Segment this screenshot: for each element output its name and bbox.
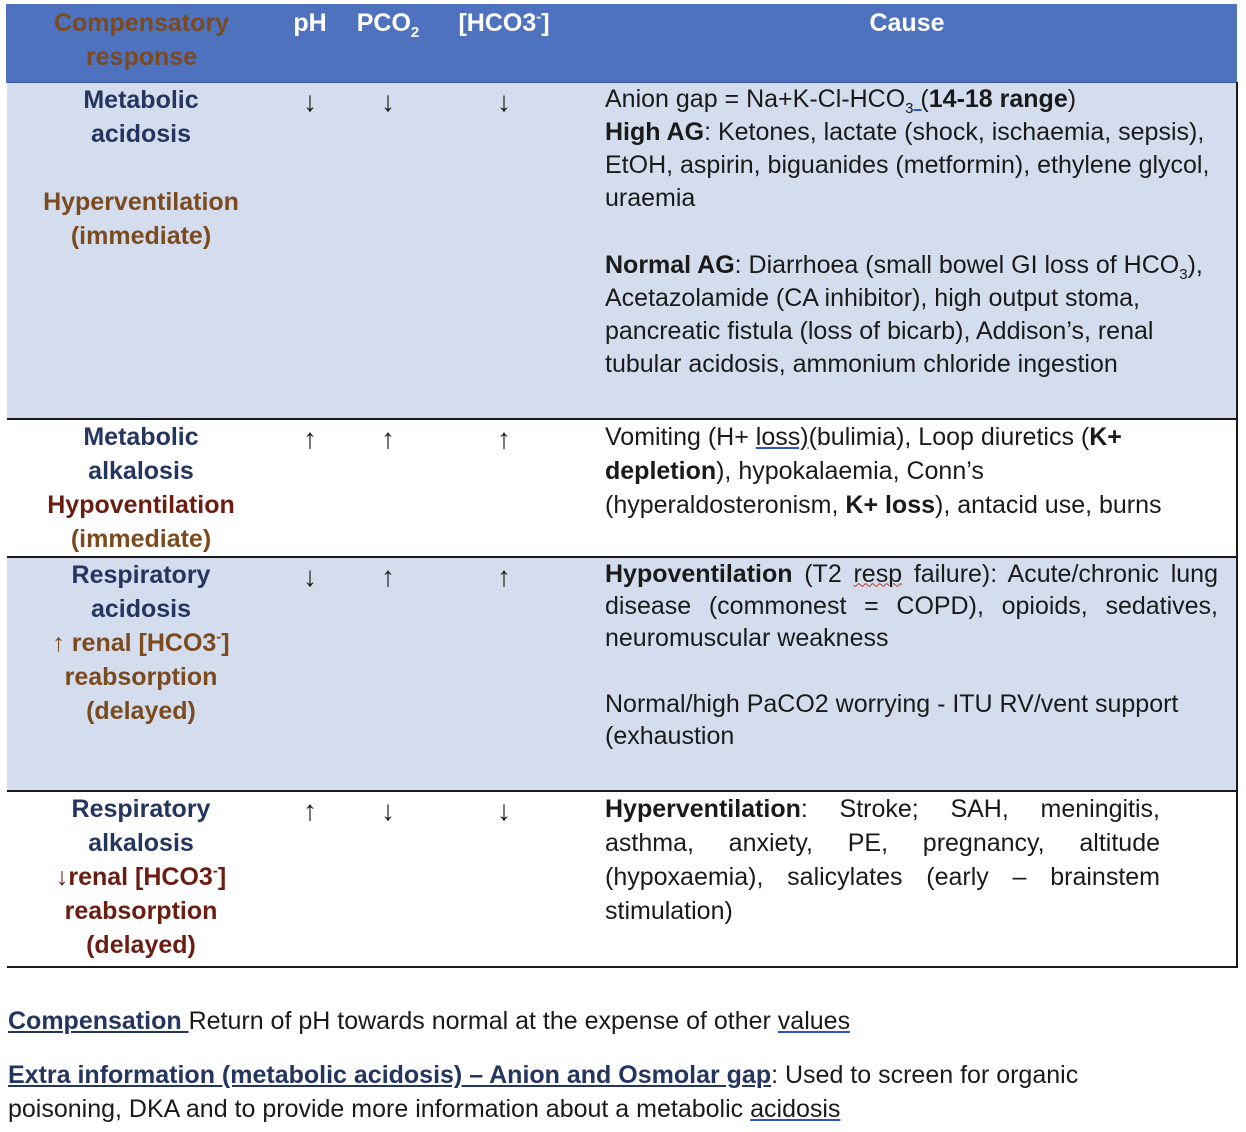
- normal-ag-causes: Normal AG: Diarrhoea (small bowel GI loss of $HCO_3$), Acetazolamide (CA inhibitor), high output stoma, pancreatic fistula (loss of bicarb), Addison’s, renal tubular acidosis, ammonium chloride ingestion: [605, 251, 1203, 378]
- table-row-metabolic-alkalosis: [7, 419, 1237, 557]
- cell-metabolic-alkalosis-name: Metabolic alkalosis Hypoventilation (immediate): [7, 419, 275, 557]
- cell-cause: [577, 557, 1237, 791]
- cell-cause: [577, 791, 1237, 967]
- high-ag-causes: High AG: Ketones, lactate (shock, ischaemia, sepsis), EtOH, aspirin, biguanides (metformin), ethylene glycol, uraemia: [605, 118, 1210, 212]
- cell-hco3: ↓: [431, 83, 577, 419]
- cell-pco2: ↑: [345, 557, 431, 791]
- cell-pco2: ↓: [345, 83, 431, 419]
- acid-base-table: [6, 4, 1238, 968]
- cell-hco3: ↑: [431, 419, 577, 557]
- extra-information: Extra information (metabolic acidosis) – Anion and Osmolar gap: Used to screen for organic poisoning, DKA and to provide more information about a metabolic acidosis: [8, 1061, 1079, 1123]
- hyperventilation-causes: Hyperventilation: Stroke; SAH, meningitis, asthma, anxiety, PE, pregnancy, altitude (hypoxaemia), salicylates (early – brainstem stimulation): [605, 794, 1160, 925]
- cell-ph: ↓: [275, 83, 345, 419]
- compensation-definition: Compensation Return of pH towards normal at the expense of other values: [8, 1007, 851, 1035]
- cell-metabolic-acidosis-name: Metabolic acidosis Hyperventilation (immediate): [7, 83, 275, 419]
- cell-pco2: ↑: [345, 419, 431, 557]
- cell-ph: ↓: [275, 557, 345, 791]
- header-hco3: [HCO3-]: [431, 4, 577, 83]
- cell-hco3: ↓: [431, 791, 577, 967]
- table-row-metabolic-acidosis: [7, 83, 1237, 419]
- cell-ph: ↑: [275, 419, 345, 557]
- paco2-note: Normal/high PaCO2 worrying - ITU RV/vent support (exhaustion: [605, 689, 1179, 750]
- cell-pco2: ↓: [345, 791, 431, 967]
- anion-gap-formula: Anion gap = $Na+K-Cl-HCO_3$ (14-18 range): [605, 85, 1077, 117]
- hypoventilation-causes: Hypoventilation (T2 resp failure): Acute/chronic lung disease (commonest = COPD), opioids, sedatives, neuromuscular weakness: [605, 559, 1218, 652]
- header-compensatory-response: Compensatory response: [7, 4, 275, 83]
- header-pco2: $PCO_2$: [345, 4, 431, 83]
- cell-hco3: ↑: [431, 557, 577, 791]
- header-ph: pH: [275, 4, 345, 83]
- cell-cause: [577, 83, 1237, 419]
- cell-respiratory-acidosis-name: Respiratory acidosis ↑ renal [HCO3-] reabsorption (delayed): [7, 557, 275, 791]
- cell-ph: ↑: [275, 791, 345, 967]
- table-row-respiratory-alkalosis: [7, 791, 1237, 967]
- cell-respiratory-alkalosis-name: Respiratory alkalosis ↓renal [HCO3-] reabsorption (delayed): [7, 791, 275, 967]
- table-header-row: [7, 4, 1237, 83]
- table-row-respiratory-acidosis: [7, 557, 1237, 791]
- cell-cause: Vomiting (H+ loss)(bulimia), Loop diuretics (K+ depletion), hypokalaemia, Conn’s (hyperaldosteronism, K+ loss), antacid use, burns: [577, 419, 1237, 557]
- header-cause: Cause: [577, 4, 1237, 83]
